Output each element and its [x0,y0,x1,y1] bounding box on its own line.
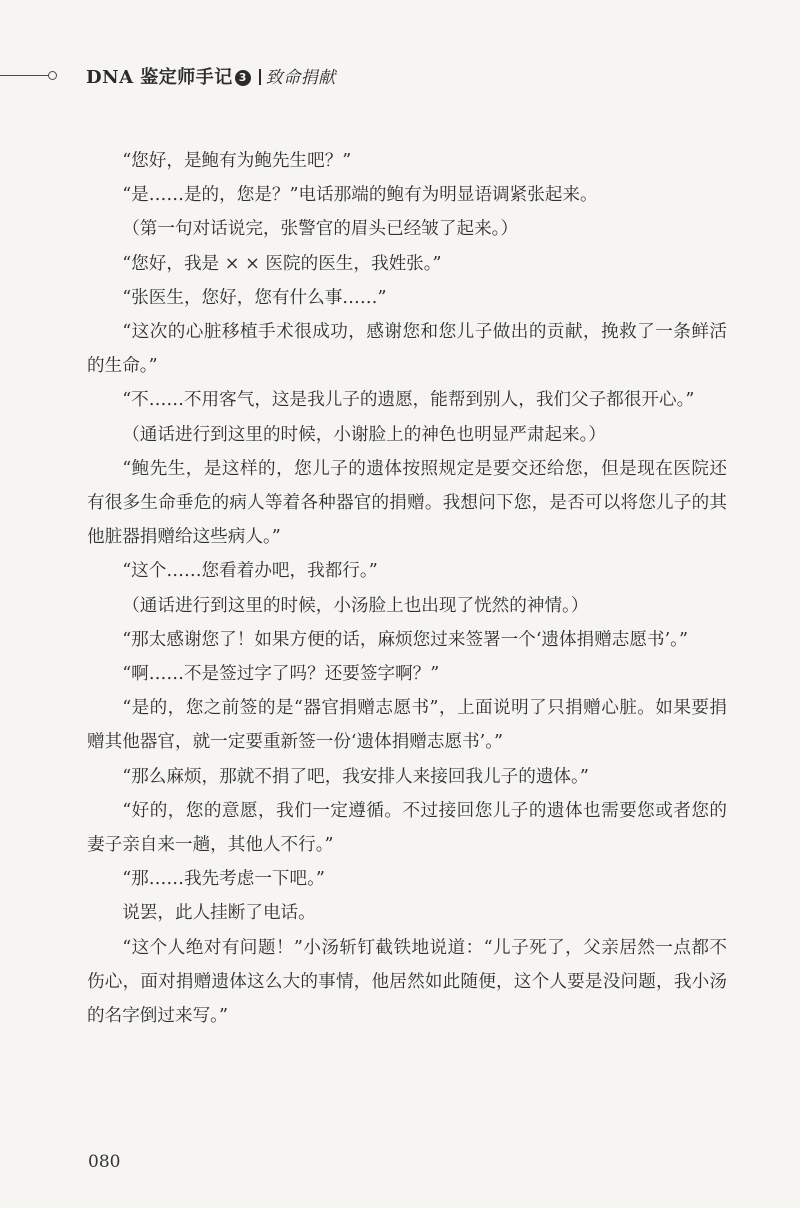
book-title [86,63,336,89]
paragraph: “不……不用客气，这是我儿子的遗愿，能帮到别人，我们父子都很开心。” [122,390,695,411]
paragraph: “这次的心脏移植手术很成功，感谢您和您儿子做出的贡献，挽救了一条鲜活的生命。” [87,322,727,377]
paragraph: “那么麻烦，那就不捐了吧，我安排人来接回我儿子的遗体。” [122,766,589,787]
volume-badge: 3 [235,70,251,86]
header-rule [0,75,50,76]
book-subtitle: 致命捐献 [265,68,336,88]
header-circle-ornament [48,71,57,80]
paragraph: “张医生，您好，您有什么事……” [122,287,387,308]
paragraph: （通话进行到这里的时候，小汤脸上也出现了恍然的神情。） [122,595,589,616]
page-number: 080 [88,1152,121,1172]
paragraph: “这个人绝对有问题！”小汤斩钉截铁地说道：“儿子死了，父亲居然一点都不伤心，面对捐赠遗体这么大的事情，他居然如此随便，这个人要是没问题，我小汤的名字倒过来写。” [87,937,727,1027]
paragraph: “鲍先生，是这样的，您儿子的遗体按照规定是要交还给您，但是现在医院还有很多生命垂危的病人等着各种器官的捐赠。我想问下您，是否可以将您儿子的其他脏器捐赠给这些病人。” [87,458,727,548]
paragraph: “好的，您的意愿，我们一定遵循。不过接回您儿子的遗体也需要您或者您的妻子亲自来一趟，其他人不行。” [87,800,727,856]
paragraph: “您好，我是 × × 医院的医生，我姓张。” [122,253,442,274]
paragraph: “您好，是鲍有为鲍先生吧？” [122,151,352,171]
title-separator [259,69,261,85]
paragraph: “啊……不是签过字了吗？还要签字啊？” [122,664,440,685]
page-body [87,144,727,1033]
book-title-main: DNA 鉴定师手记 [86,67,233,88]
paragraph: 说罢，此人挂断了电话。 [122,903,316,924]
paragraph: “是的，您之前签的是“器官捐赠志愿书”，上面说明了只捐赠心脏。如果要捐赠其他器官，就一定要重新签一份‘遗体捐赠志愿书’。” [87,698,727,753]
paragraph: （通话进行到这里的时候，小谢脸上的神色也明显严肃起来。） [122,424,607,445]
paragraph: （第一句对话说完，张警官的眉头已经皱了起来。） [122,219,519,240]
paragraph: “那太感谢您了！如果方便的话，麻烦您过来签署一个‘遗体捐赠志愿书’。” [122,629,688,650]
paragraph: “是……是的，您是？”电话那端的鲍有为明显语调紧张起来。 [122,185,598,206]
running-header [0,62,800,90]
paragraph: “那……我先考虑一下吧。” [122,869,325,890]
paragraph: “这个……您看着办吧，我都行。” [122,561,378,582]
